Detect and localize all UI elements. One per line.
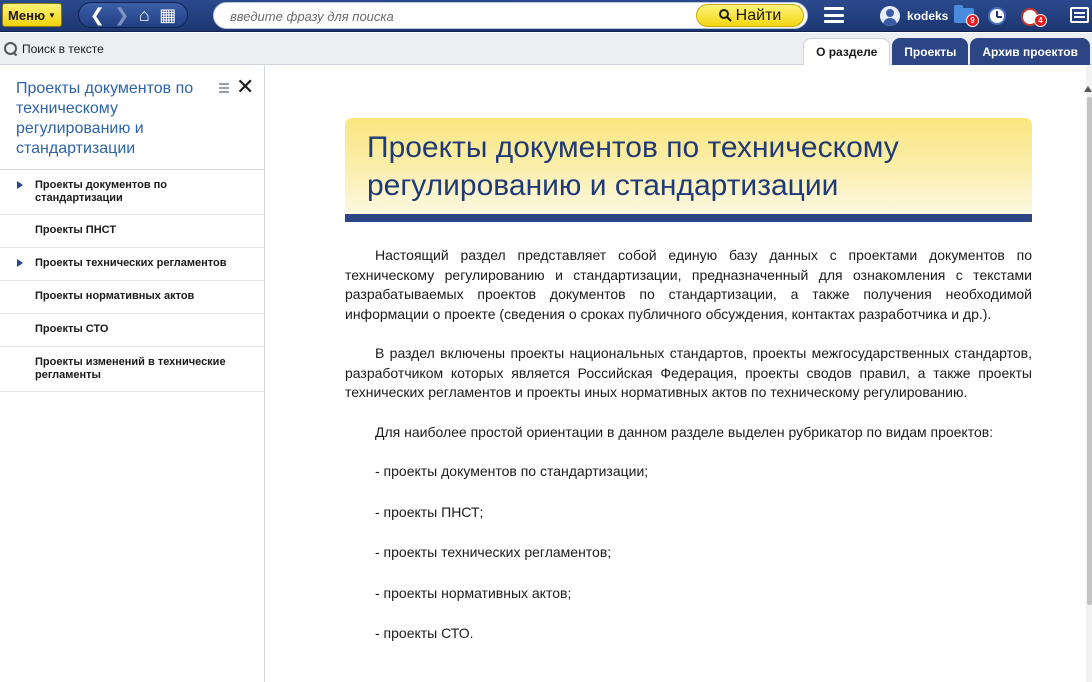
sidebar-item-label: Проекты ПНСТ [35,224,117,236]
home-icon[interactable]: ⌂ [138,4,150,25]
user-name[interactable]: kodeks [907,9,949,23]
tab-projects[interactable]: Проекты [892,38,968,65]
expand-arrow-icon[interactable] [17,181,23,189]
section-banner [345,118,1032,222]
paragraph: В раздел включены проекты национальных стандартов, проекты межгосударственных стандартов, разработчиком которых является Российская Федерация, проекты сводов правил, а также проекты технических регламентов и проекты иных нормативных актов по техническому регулированию. [345,345,1032,400]
sidebar-item-label: Проекты технических регламентов [35,257,227,269]
close-icon[interactable]: ✕ [236,74,255,99]
list-item: - проекты СТО. [375,625,474,641]
back-arrow-icon[interactable]: ❮ [89,4,105,25]
banner-stripe [345,214,1032,222]
sidebar-item-standardization-drafts[interactable] [0,170,264,215]
paragraph: Для наиболее простой ориентации в данном разделе выделен рубрикатор по видам проектов: [375,423,994,440]
tab-bar [803,38,1090,65]
list-menu-icon[interactable] [219,83,229,93]
search-icon [719,9,732,22]
secondary-toolbar [0,33,1092,65]
paragraph: Настоящий раздел представляет собой единую базу данных с проектами документов по техническому регулированию и стандартизации, предназначенный для ознакомления с текстами разрабатываемых проектов документов по стандартизации, а также получения необходимой информации о проекте (сведения о сроках публичного обсуждения, контактах разработчика и др.). [345,247,1032,322]
sidebar-item-normative-acts-drafts[interactable] [0,281,264,314]
document-text [345,246,1032,665]
sidebar-item-tech-regulations-drafts[interactable] [0,248,264,281]
sidebar-title[interactable]: Проекты документов по техническому регулированию и стандартизации [16,80,194,157]
sidebar-item-sto-drafts[interactable] [0,314,264,347]
main-content [266,66,1086,682]
search-input[interactable] [230,8,690,24]
history-clock-icon[interactable] [988,7,1006,25]
sidebar-header [0,66,264,170]
tab-about-section[interactable]: О разделе [803,38,890,65]
sidebar-item-label: Проекты документов по стандартизации [35,179,168,204]
search-in-text-button[interactable] [4,42,104,56]
grid-icon[interactable]: ▦ [159,4,177,25]
find-button[interactable] [696,4,804,27]
sidebar-item-regulation-changes-drafts[interactable] [0,347,264,392]
navigation-group [78,2,188,28]
caret-down-icon: ▼ [48,10,56,20]
top-toolbar [0,0,1092,32]
list-item: - проекты ПНСТ; [375,503,484,520]
menu-label: Меню [8,7,46,23]
message-icon[interactable] [1070,7,1089,23]
scroll-up-arrow-icon[interactable] [1084,86,1092,92]
timer-count-badge: 4 [1034,14,1047,27]
forward-arrow-icon[interactable]: ❯ [114,4,130,25]
magnifier-icon [4,42,18,56]
sidebar-item-label: Проекты нормативных актов [35,290,195,302]
find-label: Найти [735,6,782,24]
tab-projects-archive[interactable]: Архив проектов [970,38,1090,65]
list-item: - проекты технических регламентов; [375,544,612,560]
list-item: - проекты нормативных актов; [375,584,572,601]
folder-count-badge: 9 [966,14,979,27]
scrollbar-thumb[interactable] [1087,97,1092,605]
search-in-text-label: Поиск в тексте [22,42,104,56]
sidebar-item-pnst-drafts[interactable] [0,215,264,248]
hamburger-menu-icon[interactable] [824,7,844,23]
sidebar-item-label: Проекты СТО [35,323,109,335]
expand-arrow-icon[interactable] [17,259,23,267]
sidebar [0,66,265,682]
page-title: Проекты документов по техническому регулированию и стандартизации [367,131,899,202]
user-avatar-icon[interactable] [880,6,900,26]
menu-button[interactable] [2,3,62,27]
sidebar-item-label: Проекты изменений в технические регламенты [35,356,226,381]
list-item: - проекты документов по стандартизации; [375,463,649,479]
